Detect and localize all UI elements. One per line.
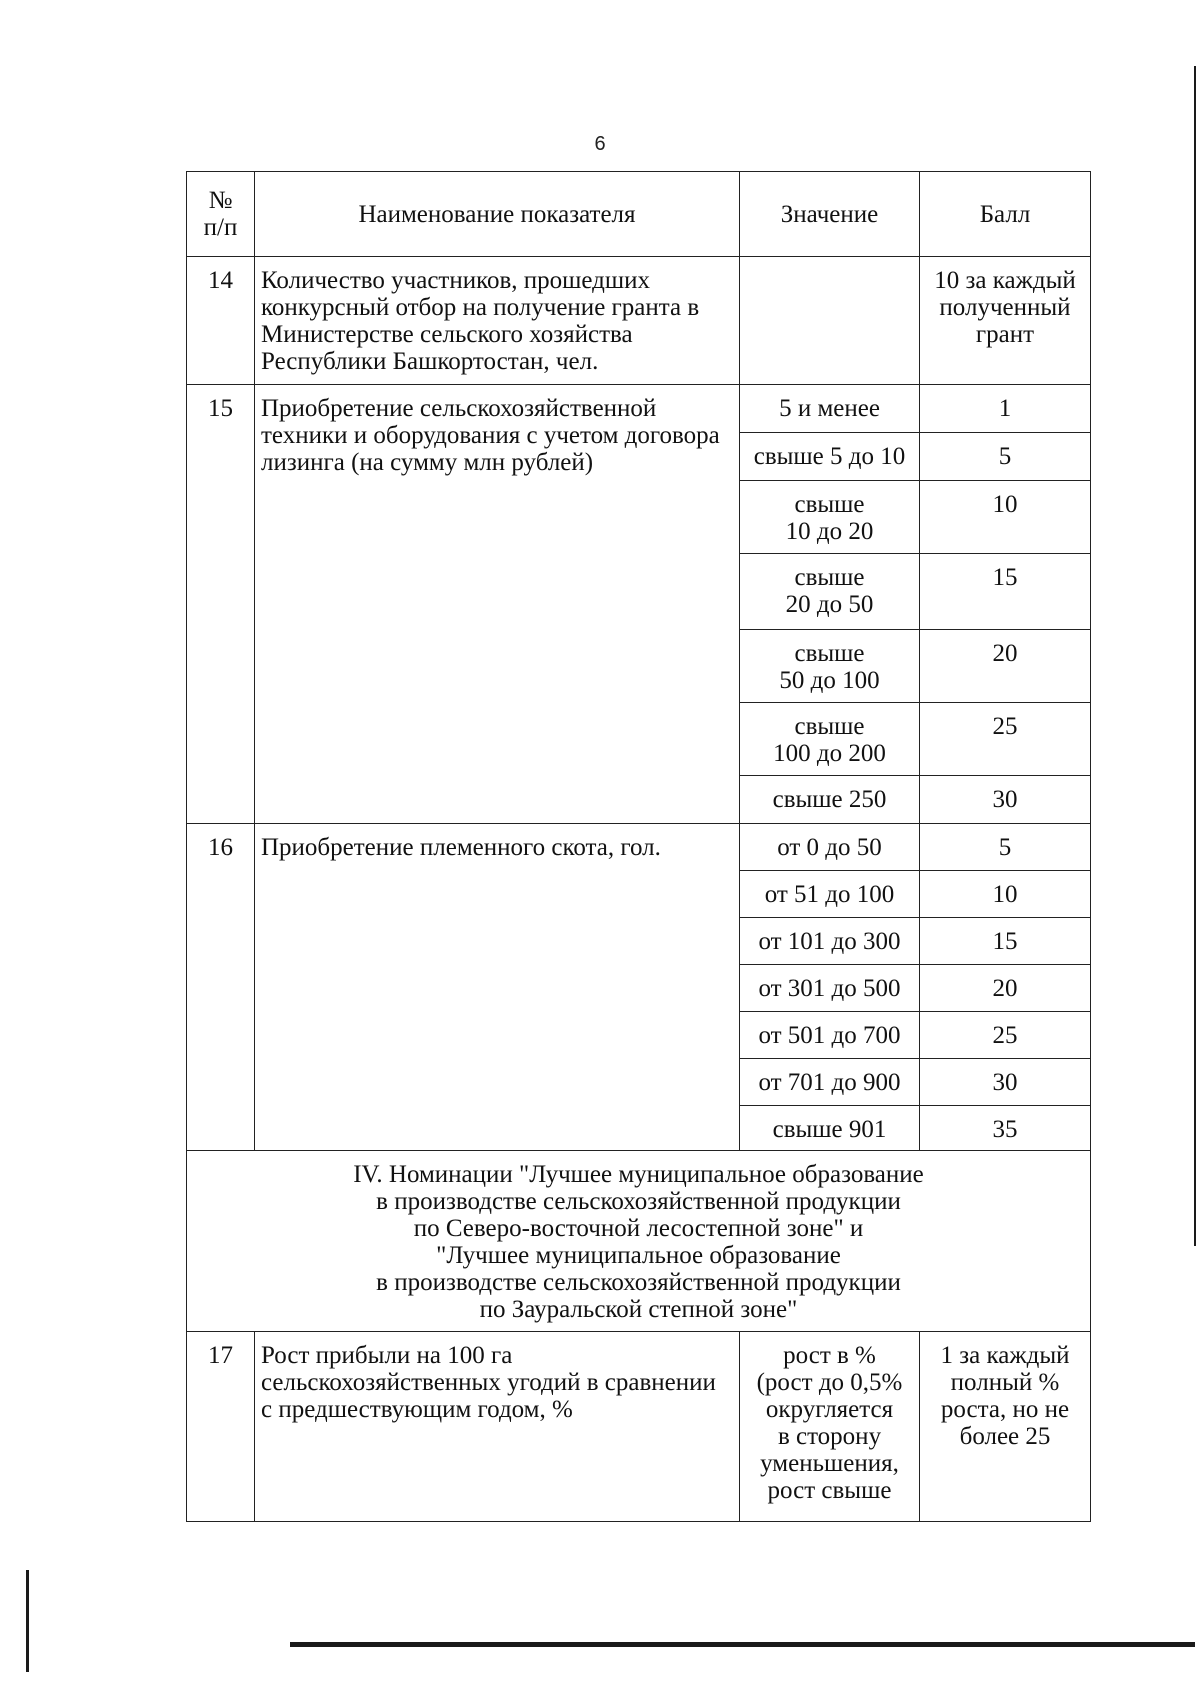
sub-points: 30: [920, 776, 1091, 824]
section-heading: IV. Номинации "Лучшее муниципальное образование в производстве сельскохозяйственной продукции по Северо-восточной лесостепной зоне" и "Лучшее муниципальное образование в производстве сельскохозяйственной продукции по Зауральской степной зоне": [187, 1151, 1091, 1332]
table-row: [187, 385, 1091, 433]
sub-points: 10: [920, 481, 1091, 554]
row-name: Рост прибыли на 100 га сельскохозяйственных угодий в сравнении с предшествующим годом, %: [255, 1332, 740, 1522]
sub-points: 35: [920, 1106, 1091, 1151]
sub-value: свыше 250: [740, 776, 920, 824]
row-points: 1 за каждый полный % роста, но не более 25: [920, 1332, 1091, 1522]
sub-value: свыше 10 до 20: [740, 481, 920, 554]
sub-value: от 301 до 500: [740, 965, 920, 1012]
scan-edge-left: [26, 1570, 29, 1672]
page-number: 6: [594, 133, 606, 155]
section-heading-row: [187, 1151, 1091, 1332]
header-value: Значение: [740, 172, 920, 257]
sub-value: от 0 до 50: [740, 824, 920, 871]
table-header-row: [187, 172, 1091, 257]
sub-points: 15: [920, 918, 1091, 965]
row-num: 16: [187, 824, 255, 1151]
sub-points: 25: [920, 1012, 1091, 1059]
row-value: [740, 257, 920, 385]
sub-points: 5: [920, 433, 1091, 481]
sub-value: от 701 до 900: [740, 1059, 920, 1106]
row-name: Приобретение племенного скота, гол.: [255, 824, 740, 1151]
sub-points: 25: [920, 703, 1091, 776]
scan-edge-right: [1194, 66, 1196, 1246]
sub-value: от 501 до 700: [740, 1012, 920, 1059]
sub-points: 1: [920, 385, 1091, 433]
criteria-table: [186, 171, 1091, 1522]
sub-points: 5: [920, 824, 1091, 871]
sub-value: 5 и менее: [740, 385, 920, 433]
sub-points: 30: [920, 1059, 1091, 1106]
row-name: Количество участников, прошедших конкурсный отбор на получение гранта в Министерстве сельского хозяйства Республики Башкортостан, чел.: [255, 257, 740, 385]
row-value: рост в % (рост до 0,5% округляется в сторону уменьшения, рост свыше: [740, 1332, 920, 1522]
row-num: 14: [187, 257, 255, 385]
header-name: Наименование показателя: [255, 172, 740, 257]
sub-value: свыше 20 до 50: [740, 554, 920, 630]
sub-value: свыше 5 до 10: [740, 433, 920, 481]
row-num: 15: [187, 385, 255, 824]
table-row: [187, 257, 1091, 385]
row-points: 10 за каждый полученный грант: [920, 257, 1091, 385]
row-name: Приобретение сельскохозяйственной техники и оборудования с учетом договора лизинга (на сумму млн рублей): [255, 385, 740, 824]
sub-value: свыше 901: [740, 1106, 920, 1151]
sub-value: от 51 до 100: [740, 871, 920, 918]
table-row: [187, 1332, 1091, 1522]
sub-value: от 101 до 300: [740, 918, 920, 965]
sub-points: 20: [920, 965, 1091, 1012]
sub-value: свыше 100 до 200: [740, 703, 920, 776]
header-points: Балл: [920, 172, 1091, 257]
sub-value: свыше 50 до 100: [740, 630, 920, 703]
header-num: № п/п: [187, 172, 255, 257]
scan-edge-bottom: [290, 1642, 1195, 1647]
sub-points: 10: [920, 871, 1091, 918]
row-num: 17: [187, 1332, 255, 1522]
sub-points: 20: [920, 630, 1091, 703]
sub-points: 15: [920, 554, 1091, 630]
table-row: [187, 824, 1091, 871]
